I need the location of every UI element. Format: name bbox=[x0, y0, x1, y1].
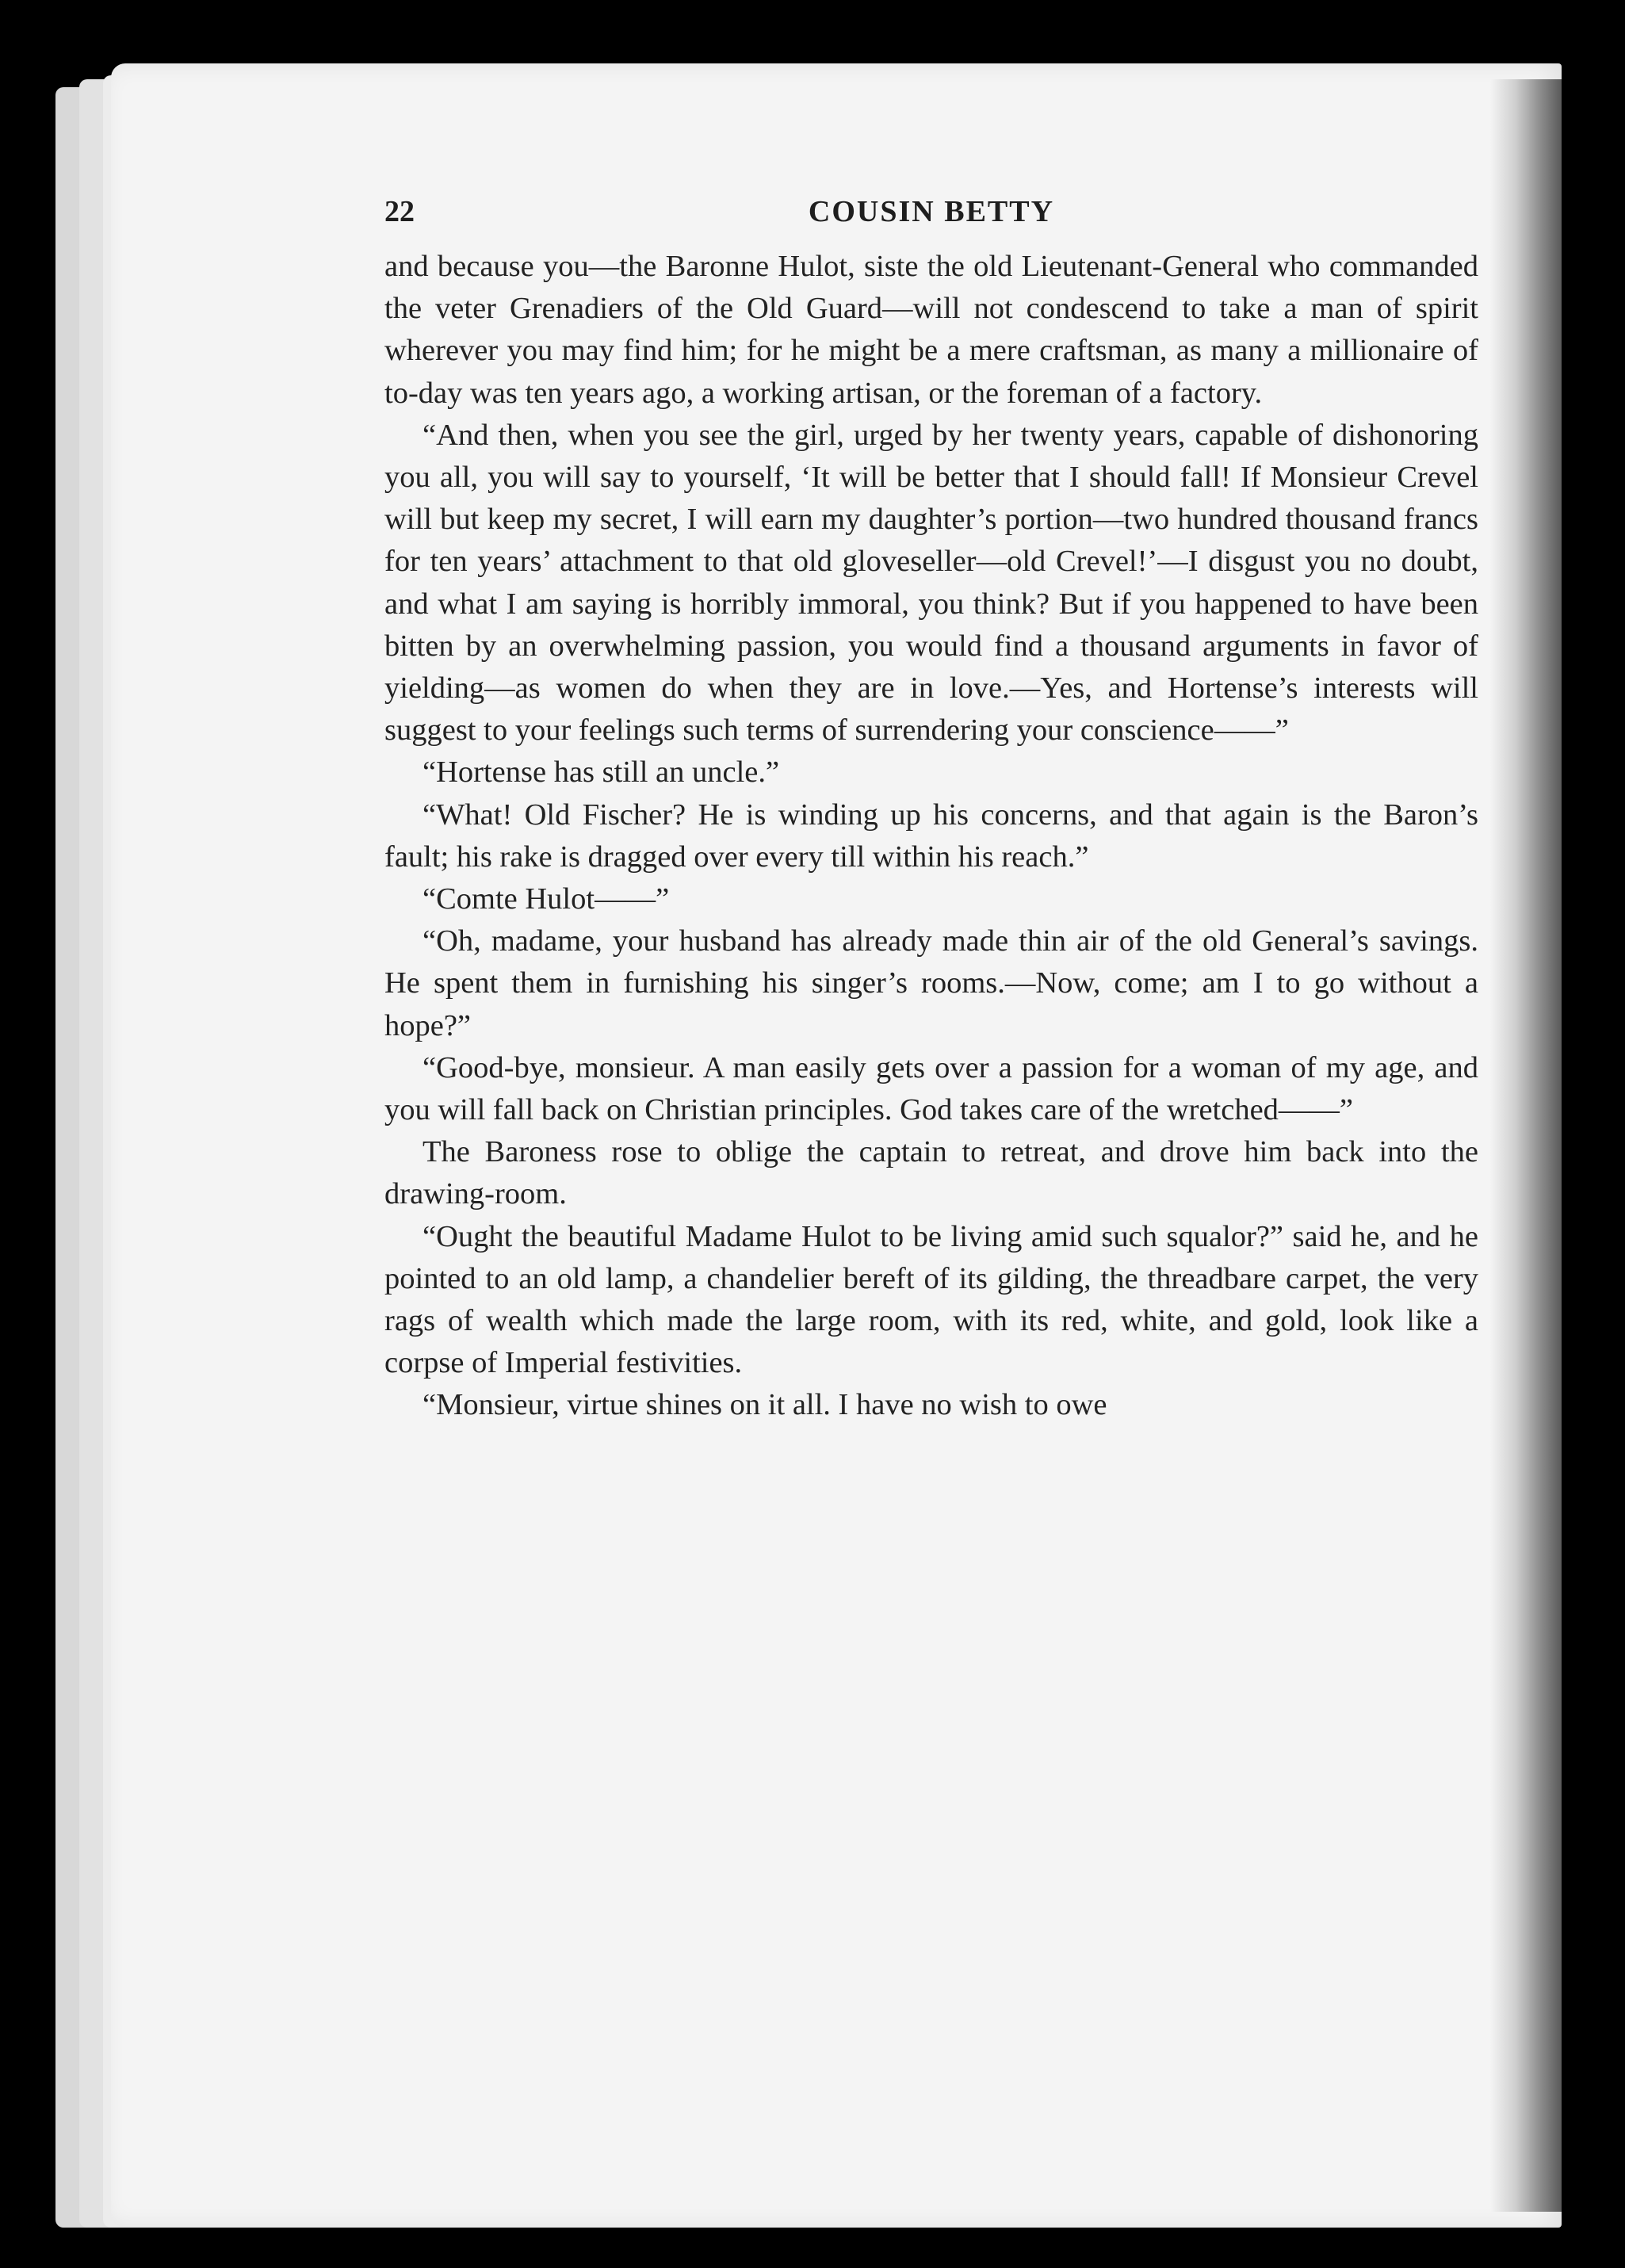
paragraph: “Monsieur, virtue shines on it all. I have no wish to owe bbox=[422, 1388, 1107, 1422]
paragraph: “And then, when you see the girl, urged by her twenty years, capable of dishonoring you all, you will say to yourself, ‘It will be better that I should fall! If Monsieur Crevel will but keep my secret, I will earn my daughter’s portion—two hundred thousand francs for ten years’ attachment to that old gloveseller—old Crevel!’—I disgust you no doubt, and what I am saying is horribly immoral, you think? But if you happened to have been bitten by an overwhelming passion, you would find a thousand arguments in favor of yielding—as women do when they are in love.—Yes, and Hortense’s interests will suggest to your feelings such terms of surrendering your conscience——” bbox=[384, 418, 1478, 748]
paragraph: “Hortense has still an uncle.” bbox=[422, 755, 780, 790]
running-title: COUSIN BETTY bbox=[808, 195, 1055, 228]
paragraph: “What! Old Fischer? He is winding up his concerns, and that again is the Baron’s fault; his rake is dragged over every till within his reach.” bbox=[384, 797, 1478, 874]
body-text bbox=[384, 246, 1478, 1427]
binding-shadow bbox=[1490, 79, 1562, 2212]
paragraph: “Good-bye, monsieur. A man easily gets over a passion for a woman of my age, and you will fall back on Christian principles. God takes care of the wretched——” bbox=[384, 1050, 1478, 1127]
running-head bbox=[384, 194, 1478, 242]
paragraph: “Comte Hulot——” bbox=[422, 882, 670, 916]
page-number: 22 bbox=[384, 195, 415, 228]
paragraph: The Baroness rose to oblige the captain to retreat, and drove him back into the drawing-room. bbox=[384, 1135, 1478, 1211]
paragraph: and because you—the Baronne Hulot, siste the old Lieutenant-General who commanded the veter Grenadiers of the Old Guard—will not condescend to take a man of spirit wherever you may find him; for he might be a mere craftsman, as many a millionaire of to-day was ten years ago, a working artisan, or the foreman of a factory. bbox=[384, 250, 1478, 410]
paragraph: “Ought the beautiful Madame Hulot to be living amid such squalor?” said he, and he pointed to an old lamp, a chandelier bereft of its gilding, the threadbare carpet, the very rags of wealth which made the large room, with its red, white, and gold, look like a corpse of Imperial festivities. bbox=[384, 1219, 1478, 1380]
paragraph: “Oh, madame, your husband has already made thin air of the old General’s savings. He spent them in furnishing his singer’s rooms.—Now, come; am I to go without a hope?” bbox=[384, 924, 1478, 1042]
